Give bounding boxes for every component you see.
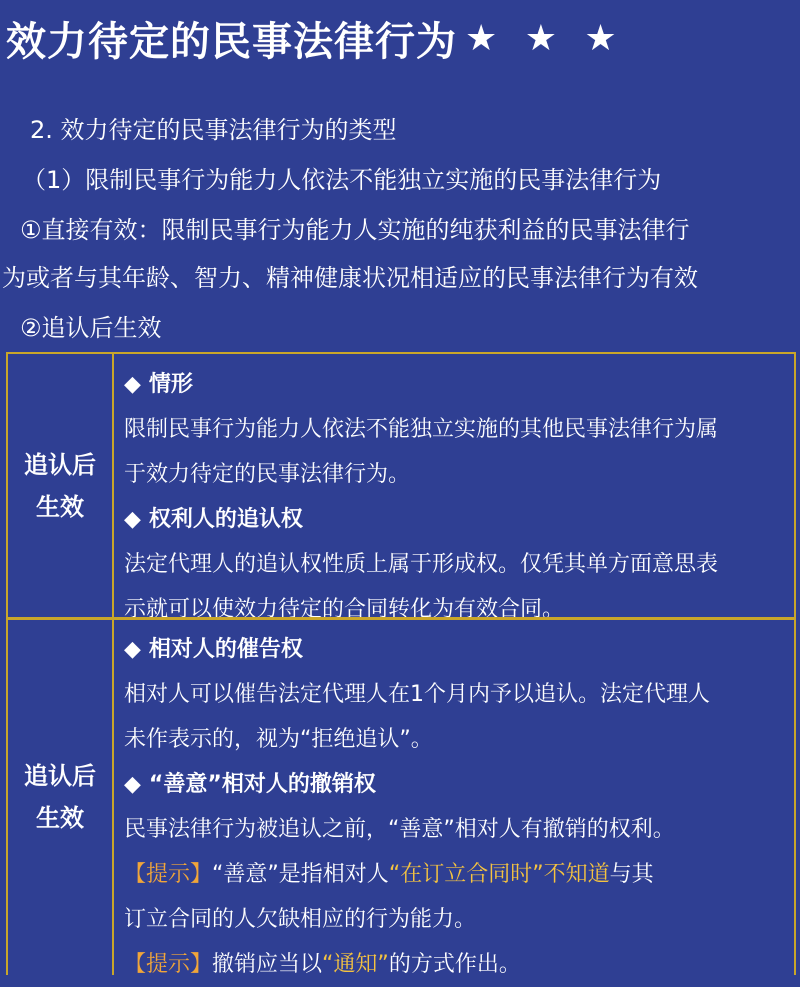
- section-heading: [124, 497, 790, 542]
- rating-stars: ★ ★ ★: [465, 17, 625, 59]
- box-body: [114, 354, 794, 622]
- section-heading: [124, 362, 790, 407]
- tip-text: 撤销应当以: [212, 952, 323, 977]
- tip-highlight: “通知”: [322, 952, 389, 977]
- heading-text: 情形: [148, 372, 193, 397]
- body-line: 示就可以使效力待定的合同转化为有效合同。: [124, 597, 565, 622]
- paragraph-direct-effect-line1: ①直接有效：限制民事行为能力人实施的纯获利益的民事法律行: [20, 216, 690, 244]
- section-heading: [124, 627, 790, 672]
- box-label: [8, 619, 114, 975]
- paragraph-subheading: （1）限制民事行为能力人依法不能独立实施的民事法律行为: [22, 166, 662, 194]
- heading-text: “善意”相对人的撤销权: [148, 772, 376, 797]
- diamond-icon: ◆: [124, 372, 141, 397]
- tip-label: 【提示】: [124, 862, 213, 887]
- body-line: 相对人可以催告法定代理人在1个月内予以追认。法定代理人: [124, 682, 710, 707]
- tip-line: [124, 942, 790, 987]
- diamond-icon: ◆: [124, 637, 141, 662]
- diamond-icon: ◆: [124, 507, 141, 532]
- paragraph-direct-effect-line2: 为或者与其年龄、智力、精神健康状况相适应的民事法律行为有效: [2, 264, 698, 292]
- section-heading: [124, 762, 790, 807]
- body-line: 订立合同的人欠缺相应的行为能力。: [124, 907, 477, 932]
- tip-text: 与其: [609, 862, 654, 887]
- heading-text: 相对人的催告权: [148, 637, 303, 662]
- box-label: [8, 354, 114, 618]
- diamond-icon: ◆: [124, 772, 141, 797]
- box-label-line1: 追认后: [24, 762, 96, 790]
- box-body: [114, 619, 794, 975]
- box-label-line1: 追认后: [24, 451, 96, 479]
- body-line: 法定代理人的追认权性质上属于形成权。仅凭其单方面意思表: [124, 552, 719, 577]
- body-line: 于效力待定的民事法律行为。: [124, 462, 411, 487]
- page-title: 效力待定的民事法律行为: [6, 18, 457, 65]
- body-line: 民事法律行为被追认之前，“善意”相对人有撤销的权利。: [124, 817, 675, 842]
- body-line: 未作表示的，视为“拒绝追认”。: [124, 727, 433, 752]
- paragraph-ratification: ②追认后生效: [20, 314, 162, 342]
- ratification-box-2: [6, 617, 796, 975]
- body-line: 限制民事行为能力人依法不能独立实施的其他民事法律行为属: [124, 417, 719, 442]
- paragraph-types-heading: 2. 效力待定的民事法律行为的类型: [30, 116, 397, 144]
- tip-line: [124, 852, 790, 897]
- box-label-line2: 生效: [36, 804, 84, 832]
- tip-text: “善意”是指相对人: [212, 862, 389, 887]
- box-label-line2: 生效: [36, 493, 84, 521]
- tip-text: 的方式作出。: [388, 952, 521, 977]
- ratification-box-1: [6, 352, 796, 620]
- heading-text: 权利人的追认权: [148, 507, 303, 532]
- tip-highlight: “在订立合同时”不知道: [388, 862, 610, 887]
- tip-label: 【提示】: [124, 952, 213, 977]
- title-row: [6, 10, 625, 66]
